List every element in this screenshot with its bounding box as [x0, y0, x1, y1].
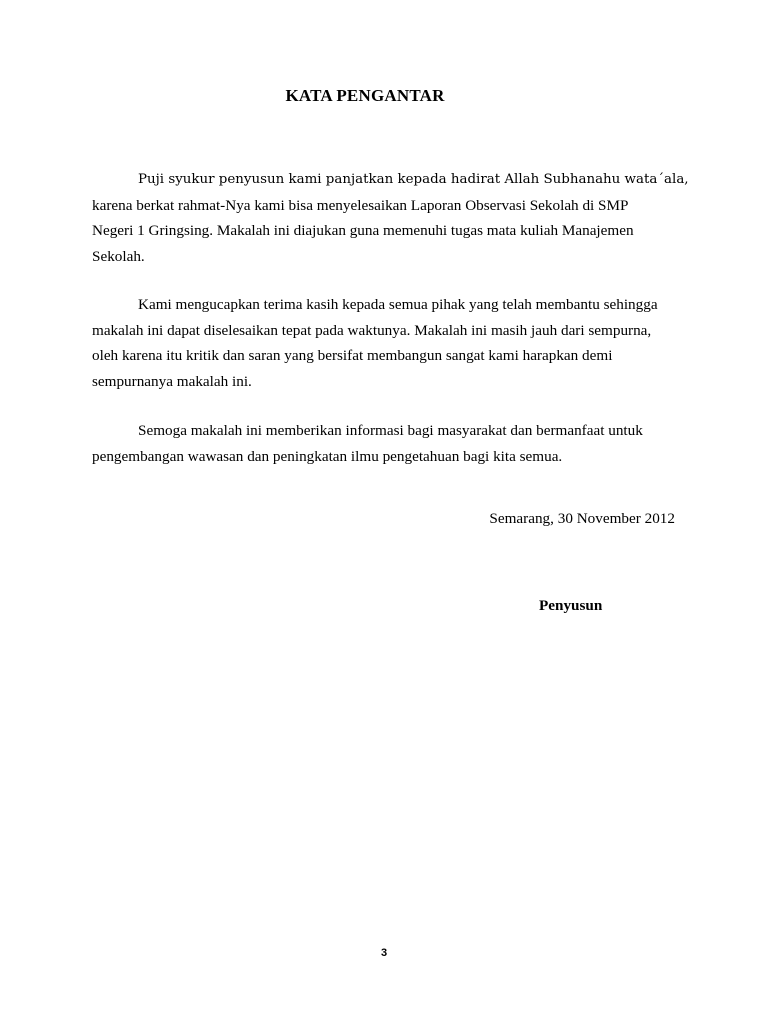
paragraph-line: makalah ini dapat diselesaikan tepat pada waktunya. Makalah ini masih jauh dari sempurna,: [92, 321, 652, 339]
paragraph-line: oleh karena itu kritik dan saran yang bersifat membangun sangat kami harapkan demi: [92, 347, 613, 364]
paragraph-line: pengembangan wawasan dan peningkatan ilmu pengetahuan bagi kita semua.: [92, 447, 563, 465]
place-date: Semarang, 30 November 2012: [489, 510, 675, 527]
paragraph-line: Sekolah.: [92, 247, 145, 265]
signer-name: Penyusun: [539, 597, 603, 614]
paragraph-line: Puji syukur penyusun kami panjatkan kepada hadirat Allah Subhanahu wata´ala,: [138, 172, 689, 187]
paragraph-closing: [92, 418, 675, 469]
paragraph-opening: [92, 167, 689, 269]
page-title: KATA PENGANTAR: [285, 86, 445, 105]
paragraph-line: karena berkat rahmat-Nya kami bisa menyelesaikan Laporan Observasi Sekolah di SMP: [92, 196, 629, 214]
paragraph-line: Semoga makalah ini memberikan informasi bagi masyarakat dan bermanfaat untuk: [138, 422, 643, 439]
paragraph-line: Negeri 1 Gringsing. Makalah ini diajukan guna memenuhi tugas mata kuliah Manajemen: [92, 222, 634, 239]
paragraph-thanks: [92, 292, 675, 394]
paragraph-line: sempurnanya makalah ini.: [92, 372, 252, 390]
paragraph-line: Kami mengucapkan terima kasih kepada semua pihak yang telah membantu sehingga: [138, 296, 658, 313]
page-number: 3: [380, 947, 388, 959]
